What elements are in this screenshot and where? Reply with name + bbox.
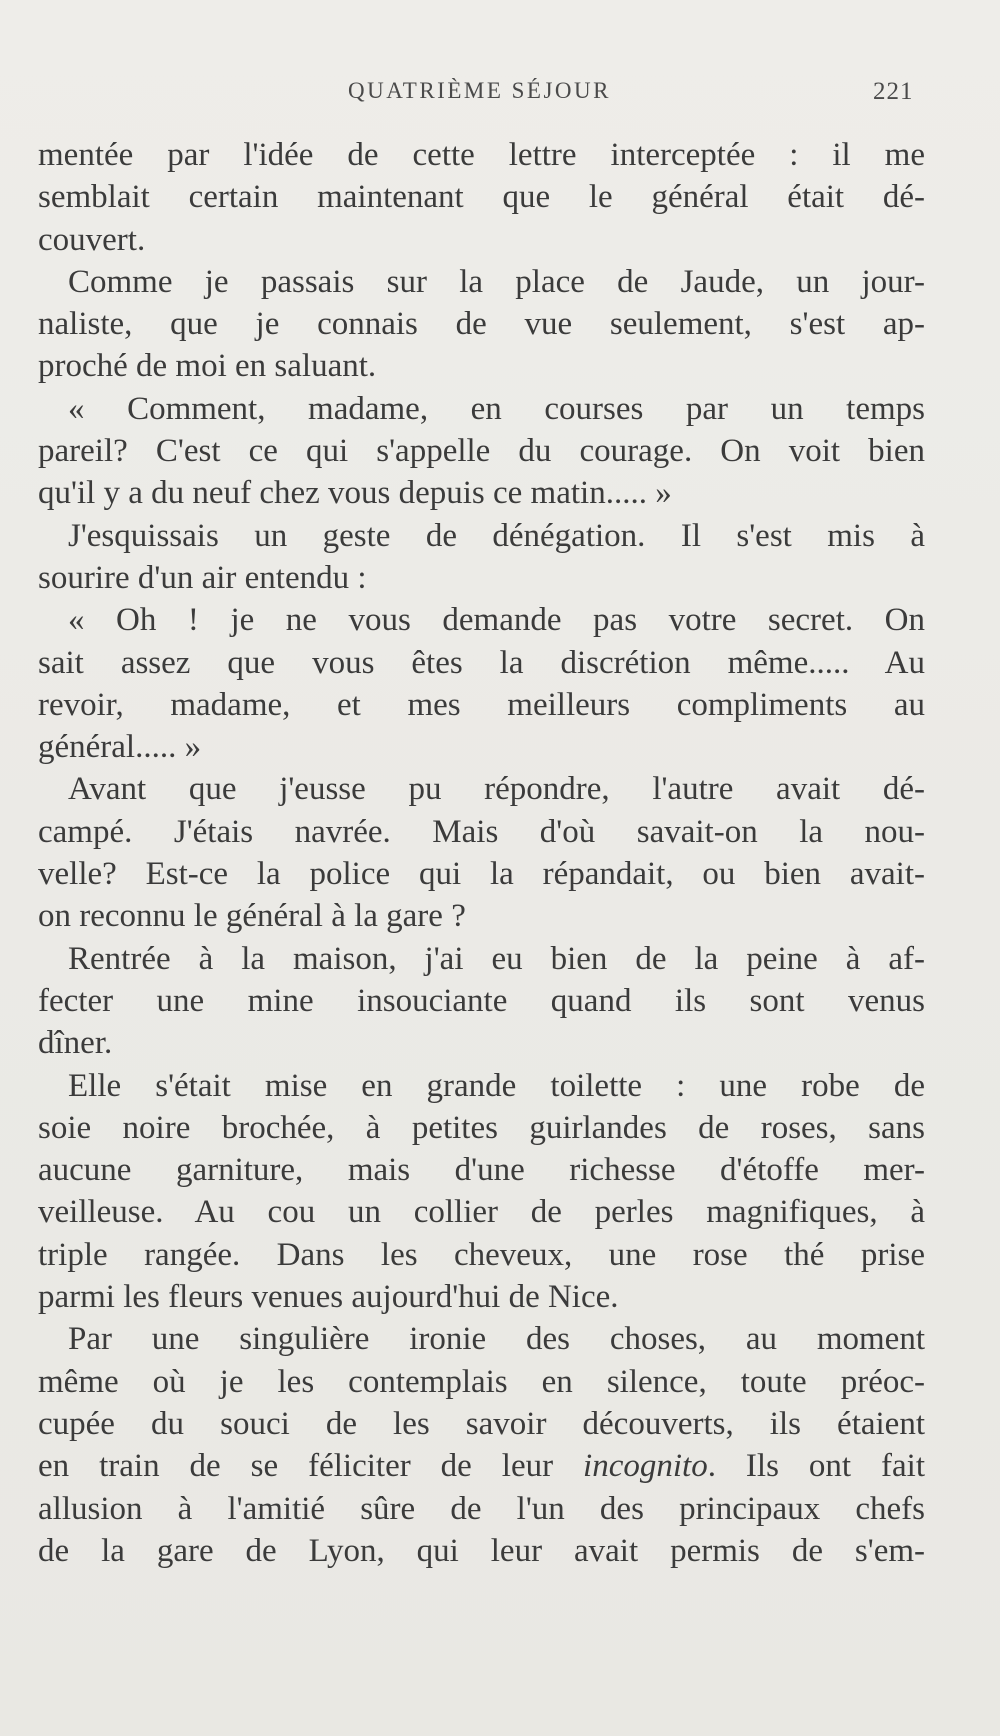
text-line: parmi les fleurs venues aujourd'hui de Nice. [38, 1279, 619, 1316]
text-line: Comme je passais sur la place de Jaude, un jour- [68, 263, 925, 300]
text-line: dîner. [38, 1025, 113, 1062]
text-line: proché de moi en saluant. [38, 348, 377, 385]
text-line: couvert. [38, 221, 146, 258]
body-text [38, 134, 925, 1572]
text-line: soie noire brochée, à petites guirlandes de roses, sans [38, 1109, 925, 1146]
text-line: pareil? C'est ce qui s'appelle du courage. On voit bien [38, 433, 925, 470]
text-line: Par une singulière ironie des choses, au moment [68, 1321, 925, 1358]
text-line: aucune garniture, mais d'une richesse d'étoffe mer- [38, 1152, 925, 1189]
running-head [0, 78, 1000, 118]
text-line: campé. J'étais navrée. Mais d'où savait-on la nou- [38, 813, 925, 850]
text-line: cupée du souci de les savoir découverts, ils étaient [38, 1405, 925, 1442]
text-line: revoir, madame, et mes meilleurs compliments au [38, 686, 925, 723]
text-line: fecter une mine insouciante quand ils sont venus [38, 982, 925, 1019]
text-line: J'esquissais un geste de dénégation. Il s'est mis à [68, 517, 925, 554]
text-line: Avant que j'eusse pu répondre, l'autre avait dé- [68, 771, 925, 808]
text-line: semblait certain maintenant que le général était dé- [38, 179, 925, 216]
text-line: « Oh ! je ne vous demande pas votre secret. On [68, 602, 925, 639]
text-line: allusion à l'amitié sûre de l'un des principaux chefs [38, 1490, 925, 1527]
text-line: naliste, que je connais de vue seulement, s'est ap- [38, 306, 925, 343]
text-line: triple rangée. Dans les cheveux, une rose thé prise [38, 1236, 925, 1273]
text-line: velle? Est-ce la police qui la répandait, ou bien avait- [38, 856, 925, 893]
text-line: on reconnu le général à la gare ? [38, 898, 466, 935]
text-line: sait assez que vous êtes la discrétion même..... Au [38, 644, 925, 681]
text-line: mentée par l'idée de cette lettre interceptée : il me [38, 137, 925, 173]
text-line: général..... » [38, 729, 202, 766]
text-line: même où je les contemplais en silence, toute préoc- [38, 1363, 925, 1400]
text-line: « Comment, madame, en courses par un temps [68, 390, 925, 427]
text-line: Rentrée à la maison, j'ai eu bien de la peine à af- [68, 940, 925, 977]
page-number: 221 [873, 78, 914, 105]
italic-word: incognito [583, 1448, 708, 1485]
text-line: sourire d'un air entendu : [38, 559, 367, 596]
text-line: Elle s'était mise en grande toilette : une robe de [68, 1067, 925, 1104]
text-line: qu'il y a du neuf chez vous depuis ce matin..... » [38, 475, 672, 512]
text-line: en train de se féliciter de leur incognito. Ils ont fait [38, 1448, 925, 1485]
text-line: veilleuse. Au cou un collier de perles magnifiques, à [38, 1194, 925, 1231]
text-line: de la gare de Lyon, qui leur avait permis de s'em- [38, 1532, 925, 1569]
running-head-title: QUATRIÈME SÉJOUR [348, 78, 611, 103]
